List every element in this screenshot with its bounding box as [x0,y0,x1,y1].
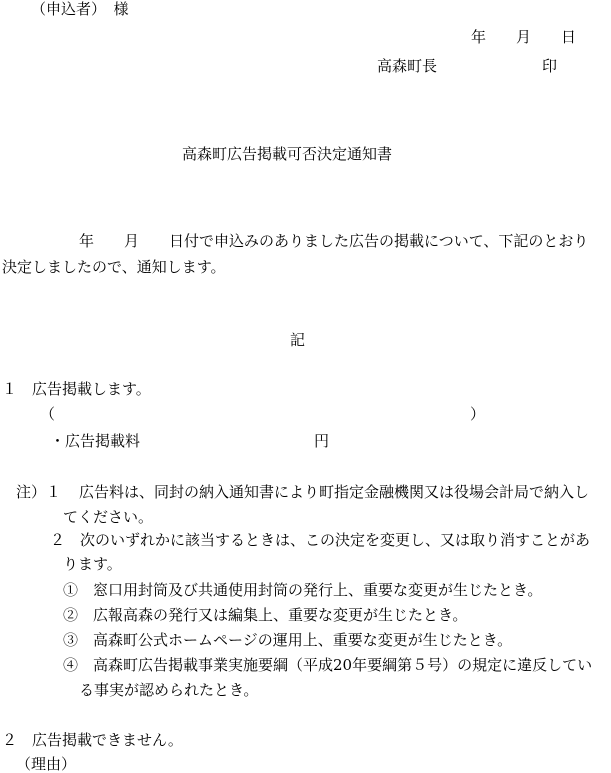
section2-heading: ２ 広告掲載できません。 [2,731,183,749]
note2-line2: ります。 [63,555,122,573]
body-text-line1: 年 月 日付で申込みのありました広告の掲載について、下記のとおり [79,232,589,250]
notes-label: 注）１ [16,483,62,501]
body-text-line2: 決定しましたので、通知します。 [2,258,226,276]
section1-heading: １ 広告掲載します。 [2,380,151,398]
applicant-line: （申込者） 様 [31,0,129,18]
document-title: 高森町広告掲載可否決定通知書 [182,145,393,163]
note-item-3: ③ 高森町公式ホームページの運用上、重要な変更が生じたとき。 [63,631,513,649]
note-item-2: ② 広報高森の発行又は編集上、重要な変更が生じたとき。 [63,606,468,624]
reason-label: （理由） [16,755,77,773]
paren-close: ） [470,405,486,423]
fee-label: ・広告掲載料 [50,432,141,450]
note-item-1: ① 窓口用封筒及び共通使用封筒の発行上、重要な変更が生じたとき。 [63,581,543,599]
note-item-4: ④ 高森町広告掲載事業実施要綱（平成20年要綱第５号）の規定に違反してい [63,656,593,674]
note1-line1: 広告料は、同封の納入通知書により町指定金融機関又は役場会計局で納入し [79,483,590,501]
issuer-line: 高森町長 印 [377,57,558,75]
note1-line2: てください。 [63,508,154,526]
ki-marker: 記 [290,331,306,349]
note-item-4-line2: る事実が認められたとき。 [79,681,259,699]
note2-line1: ２ 次のいずれかに該当するときは、この決定を変更し、又は取り消すことがあ [50,531,591,549]
paren-open: （ [40,405,56,423]
fee-unit: 円 [314,432,330,450]
date-line: 年 月 日 [471,28,577,46]
